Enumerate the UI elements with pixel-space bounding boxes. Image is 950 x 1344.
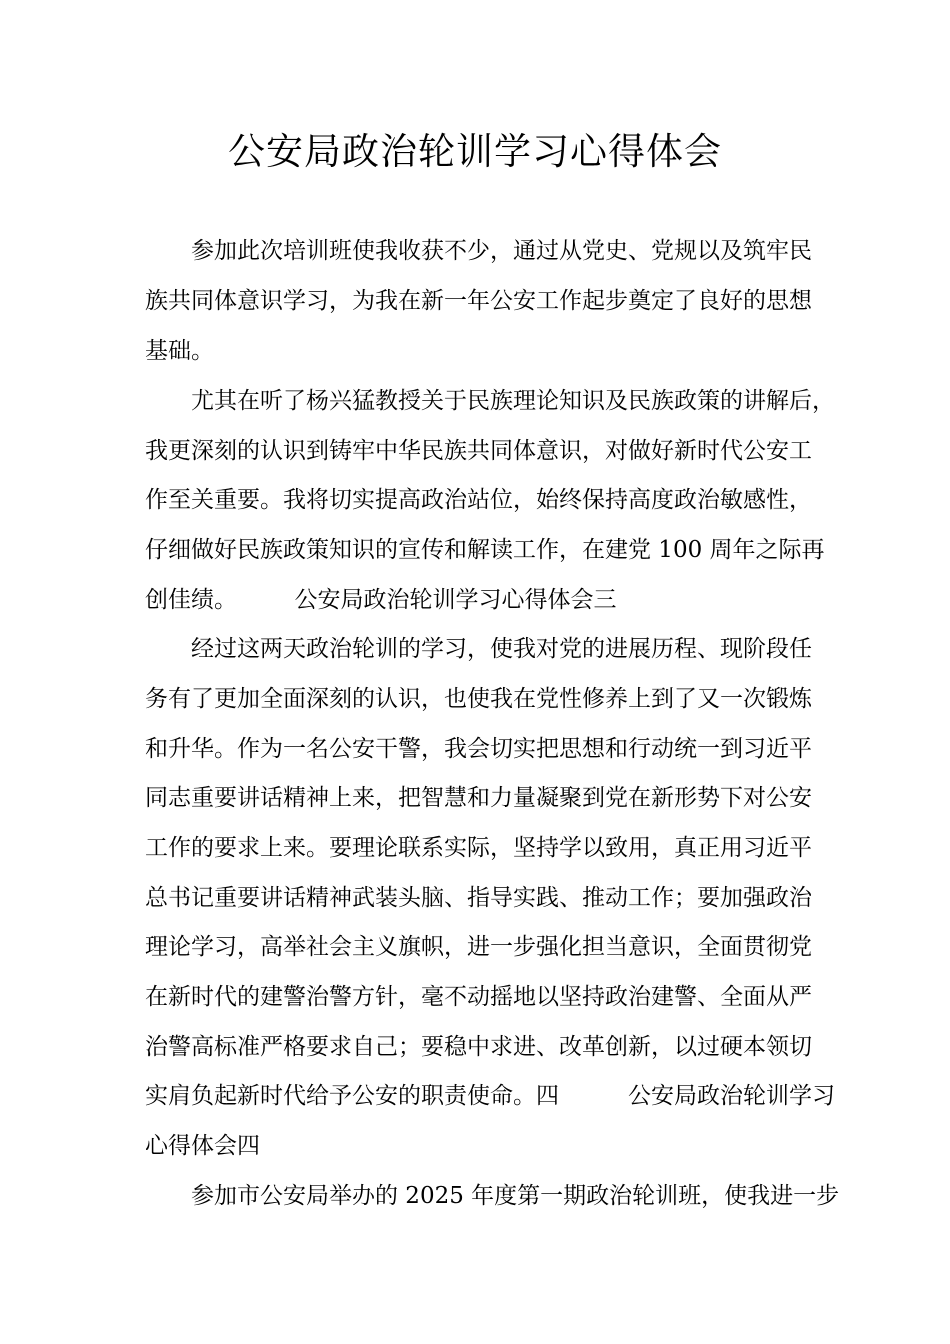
- document-title: 公安局政治轮训学习心得体会: [228, 130, 722, 173]
- body-line: 参加此次培训班使我收获不少，通过从党史、党规以及筑牢民: [145, 238, 812, 264]
- body-line: 心得体会四: [145, 1133, 260, 1159]
- body-line: 基础。: [145, 338, 214, 364]
- body-line: 创佳绩。 公安局政治轮训学习心得体会三: [145, 587, 617, 613]
- body-line: 尤其在听了杨兴猛教授关于民族理论知识及民族政策的讲解后，: [145, 388, 835, 414]
- body-line: 我更深刻的认识到铸牢中华民族共同体意识，对做好新时代公安工: [145, 438, 812, 464]
- body-line: 作至关重要。我将切实提高政治站位，始终保持高度政治敏感性，: [145, 487, 812, 513]
- body-line: 治警高标准严格要求自己；要稳中求进、改革创新，以过硬本领切: [145, 1034, 812, 1060]
- body-line: 理论学习，高举社会主义旗帜，进一步强化担当意识，全面贯彻党: [145, 934, 812, 960]
- body-line: 务有了更加全面深刻的认识，也使我在党性修养上到了又一次锻炼: [145, 686, 812, 712]
- body-line: 总书记重要讲话精神武装头脑、指导实践、推动工作；要加强政治: [145, 885, 812, 911]
- body-line: 和升华。作为一名公安干警，我会切实把思想和行动统一到习近平: [145, 736, 812, 762]
- body-line: 在新时代的建警治警方针，毫不动摇地以坚持政治建警、全面从严: [145, 984, 812, 1010]
- body-line: 仔细做好民族政策知识的宣传和解读工作，在建党 100 周年之际再: [145, 537, 825, 563]
- body-line: 工作的要求上来。要理论联系实际，坚持学以致用，真正用习近平: [145, 835, 812, 861]
- body-line: 同志重要讲话精神上来，把智慧和力量凝聚到党在新形势下对公安: [145, 785, 812, 811]
- body-line: 参加市公安局举办的 2025 年度第一期政治轮训班，使我进一步: [145, 1183, 840, 1209]
- body-line: 经过这两天政治轮训的学习，使我对党的进展历程、现阶段任: [145, 636, 812, 662]
- body-line: 实肩负起新时代给予公安的职责使命。四 公安局政治轮训学习: [145, 1083, 835, 1109]
- body-line: 族共同体意识学习，为我在新一年公安工作起步奠定了良好的思想: [145, 288, 812, 314]
